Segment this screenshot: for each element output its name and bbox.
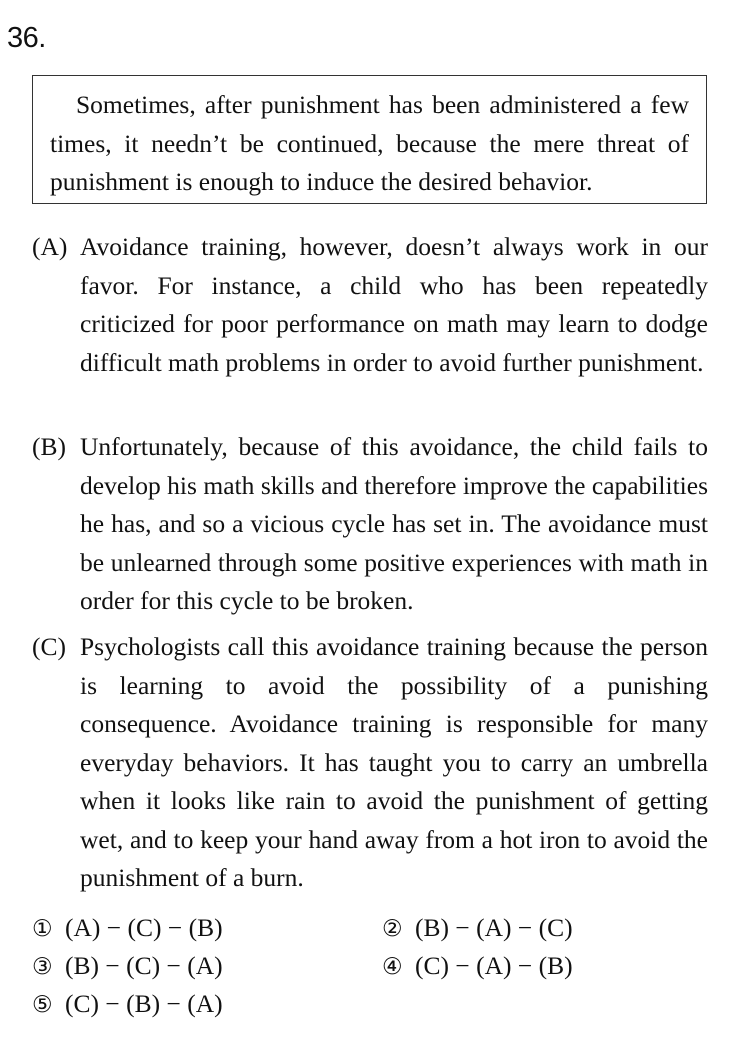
choice-3-number: ③ (32, 954, 53, 980)
choice-3-text: (B) − (C) − (A) (65, 951, 223, 980)
choice-2-number: ② (382, 916, 403, 942)
answer-choice-3[interactable] (32, 948, 223, 985)
passage-c-text: Psychologists call this avoidance training because the person is learning to avoid the possibility of a punishing consequence. Avoidance training is responsible for many everyday behaviors. It has taught you to carry an umbrella when it looks like rain to avoid the punishment of getting wet, and to keep your hand away from a hot iron to avoid the punishment of a burn. (80, 632, 708, 892)
passage-c (32, 628, 708, 898)
choice-1-number: ① (32, 916, 53, 942)
choice-4-text: (C) − (A) − (B) (415, 951, 573, 980)
answer-choice-1[interactable] (32, 910, 223, 947)
choice-5-text: (C) − (B) − (A) (65, 989, 223, 1018)
answer-choice-5[interactable] (32, 986, 223, 1023)
given-sentence-text: Sometimes, after punishment has been administered a few times, it needn’t be continued, because the mere threat of punishment is enough to induce the desired behavior. (50, 90, 689, 196)
answer-choice-2[interactable] (382, 910, 573, 947)
passage-c-label: (C) (32, 632, 66, 661)
given-sentence-box (32, 75, 707, 204)
passage-b (32, 428, 708, 621)
passage-b-label: (B) (32, 432, 66, 461)
passage-a (32, 228, 708, 382)
choice-4-number: ④ (382, 954, 403, 980)
choice-1-text: (A) − (C) − (B) (65, 913, 223, 942)
passage-a-text: Avoidance training, however, doesn’t always work in our favor. For instance, a child who has been repeatedly criticized for poor performance on math may learn to dodge difficult math problems in order to avoid further punishment. (80, 232, 708, 377)
passage-a-label: (A) (32, 232, 68, 261)
question-number: 36. (7, 22, 46, 54)
choice-2-text: (B) − (A) − (C) (415, 913, 573, 942)
answer-choice-4[interactable] (382, 948, 573, 985)
choice-5-number: ⑤ (32, 992, 53, 1018)
passage-b-text: Unfortunately, because of this avoidance, the child fails to develop his math skills and therefore improve the capabilities he has, and so a vicious cycle has set in. The avoidance must be unlearned through some positive experiences with math in order for this cycle to be broken. (80, 432, 708, 615)
